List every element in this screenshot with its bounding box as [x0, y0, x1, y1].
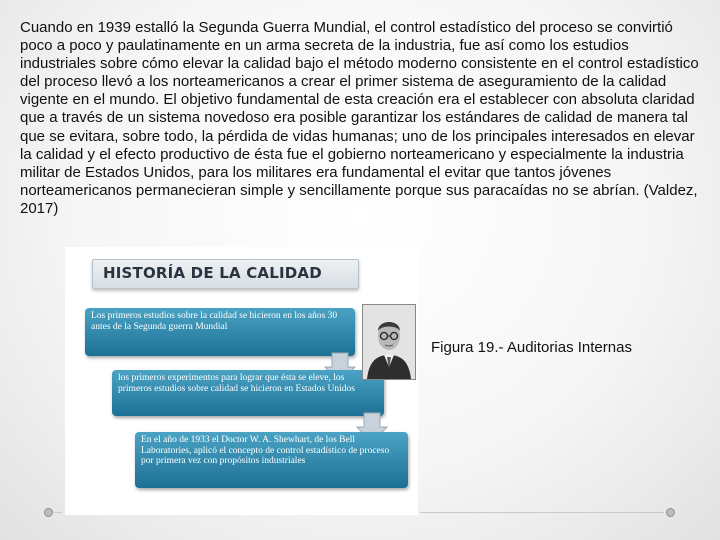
decorative-dot-icon — [666, 508, 675, 517]
timeline-box-1: Los primeros estudios sobre la calidad se hicieron en los años 30 antes de la Segunda guerra Mundial — [85, 308, 355, 356]
timeline-box-3: En el año de 1933 el Doctor W. A. Shewhart, de los Bell Laboratories, aplicó el concepto de control estadístico de proceso por primera vez con propósitos industriales — [135, 432, 408, 488]
body-paragraph: Cuando en 1939 estalló la Segunda Guerra Mundial, el control estadístico del proceso se convirtió poco a poco y paulatinamente en un arma secreta de la industria, fue así como los estudios industriales sobre cómo elevar la calidad bajo el método moderno consistente en el control estadístico del proceso llevó a los norteamericanos a crear el primer sistema de aseguramiento de la calidad vigente en el mundo. El objetivo fundamental de esta creación era el establecer con absoluta claridad que a través de un sistema novedoso era posible garantizar los estándares de calidad de manera tal que se evitara, sobre todo, la pérdida de vidas humanas; uno de los principales interesados en elevar la calidad y el efecto productivo de ésta fue el gobierno norteamericano y especialmente la industria militar de Estados Unidos, para los militares era fundamental el evitar que tantos jóvenes norteamericanos permanecieran simple y sencillamente porque sus paracaídas no se abrían. (Valdez, 2017) — [20, 19, 699, 217]
portrait-photo-icon — [362, 304, 416, 380]
figure-title: HISTORÍA DE LA CALIDAD — [103, 264, 322, 282]
timeline-box-2: los primeros experimentos para lograr que ésta se eleve, los primeros estudios sobre calidad se hicieron en Estados Unidos — [112, 370, 384, 416]
decorative-rule — [420, 512, 664, 513]
decorative-rule — [54, 512, 62, 513]
history-figure — [65, 247, 418, 515]
figure-caption: Figura 19.- Auditorias Internas — [431, 339, 632, 356]
decorative-dot-icon — [44, 508, 53, 517]
